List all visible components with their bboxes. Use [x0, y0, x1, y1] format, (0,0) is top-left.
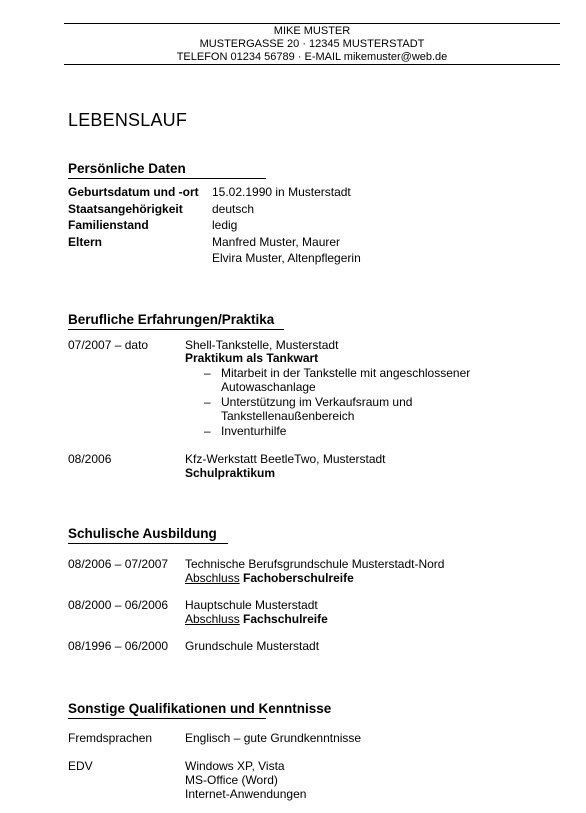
degree-value: Fachschulreife: [243, 612, 328, 626]
bullet-text: Autowaschanlage: [221, 380, 316, 394]
experience-date: 08/2006: [68, 452, 112, 466]
bullet-text: Unterstützung im Verkaufsraum und: [221, 395, 413, 409]
personal-value: Elvira Muster, Altenpflegerin: [212, 251, 361, 265]
experience-role: Schulpraktikum: [185, 466, 276, 480]
degree-value: Fachoberschulreife: [243, 571, 354, 585]
bullet-text: Mitarbeit in der Tankstelle mit angeschlossener: [221, 366, 471, 380]
personal-value: deutsch: [212, 202, 255, 216]
header-bottom-rule: [64, 64, 560, 65]
degree-label: Abschluss: [185, 571, 240, 585]
other-value: MS-Office (Word): [185, 773, 278, 787]
section-heading-other: Sonstige Qualifikationen und Kenntnisse: [68, 701, 332, 716]
bullet-text: Inventurhilfe: [221, 424, 287, 438]
section-heading-personal: Persönliche Daten: [68, 161, 186, 176]
bullet-text: Tankstellenaußenbereich: [221, 409, 355, 423]
bullet-dash: –: [204, 424, 211, 438]
section-heading-experience: Berufliche Erfahrungen/Praktika: [68, 312, 275, 327]
bullet-dash: –: [204, 366, 211, 380]
experience-company: Kfz-Werkstatt BeetleTwo, Musterstadt: [185, 452, 386, 466]
experience-role: Praktikum als Tankwart: [185, 351, 319, 365]
personal-value: ledig: [212, 218, 238, 232]
education-school: Technische Berufsgrundschule Musterstadt-Nord: [185, 557, 445, 571]
experience-date: 07/2007 – dato: [68, 338, 149, 352]
header-address: MUSTERGASSE 20 · 12345 MUSTERSTADT: [199, 38, 425, 50]
other-value: Windows XP, Vista: [185, 759, 285, 773]
section-rule-other: [68, 718, 266, 719]
section-rule-experience: [68, 329, 284, 330]
section-heading-education: Schulische Ausbildung: [68, 526, 217, 541]
degree-label: Abschluss: [185, 612, 240, 626]
education-school: Hauptschule Musterstadt: [185, 598, 318, 612]
education-degree-line: [185, 612, 328, 626]
other-label: Fremdsprachen: [68, 731, 153, 745]
experience-company: Shell-Tankstelle, Musterstadt: [185, 338, 339, 352]
education-date: 08/2000 – 06/2006: [68, 598, 169, 612]
education-date: 08/2006 – 07/2007: [68, 557, 169, 571]
education-degree-line: [185, 571, 354, 585]
personal-label: Eltern: [68, 235, 103, 249]
page-title: LEBENSLAUF: [68, 110, 188, 130]
header-top-rule: [64, 23, 560, 24]
other-value: Internet-Anwendungen: [185, 787, 307, 801]
section-rule-personal: [68, 178, 266, 179]
other-label: EDV: [68, 759, 93, 773]
bullet-dash: –: [204, 395, 211, 409]
personal-value: Manfred Muster, Maurer: [212, 235, 341, 249]
header-name: MIKE MUSTER: [273, 25, 351, 37]
personal-label: Geburtsdatum und -ort: [68, 185, 199, 199]
section-rule-education: [68, 543, 228, 544]
other-value: Englisch – gute Grundkenntnisse: [185, 731, 362, 745]
personal-label: Familienstand: [68, 218, 149, 232]
personal-label: Staatsangehörigkeit: [68, 202, 183, 216]
education-school: Grundschule Musterstadt: [185, 639, 320, 653]
personal-value: 15.02.1990 in Musterstadt: [212, 185, 351, 199]
education-date: 08/1996 – 06/2000: [68, 639, 169, 653]
header-contact: TELEFON 01234 56789 · E-MAIL mikemuster@web.de: [176, 51, 448, 63]
